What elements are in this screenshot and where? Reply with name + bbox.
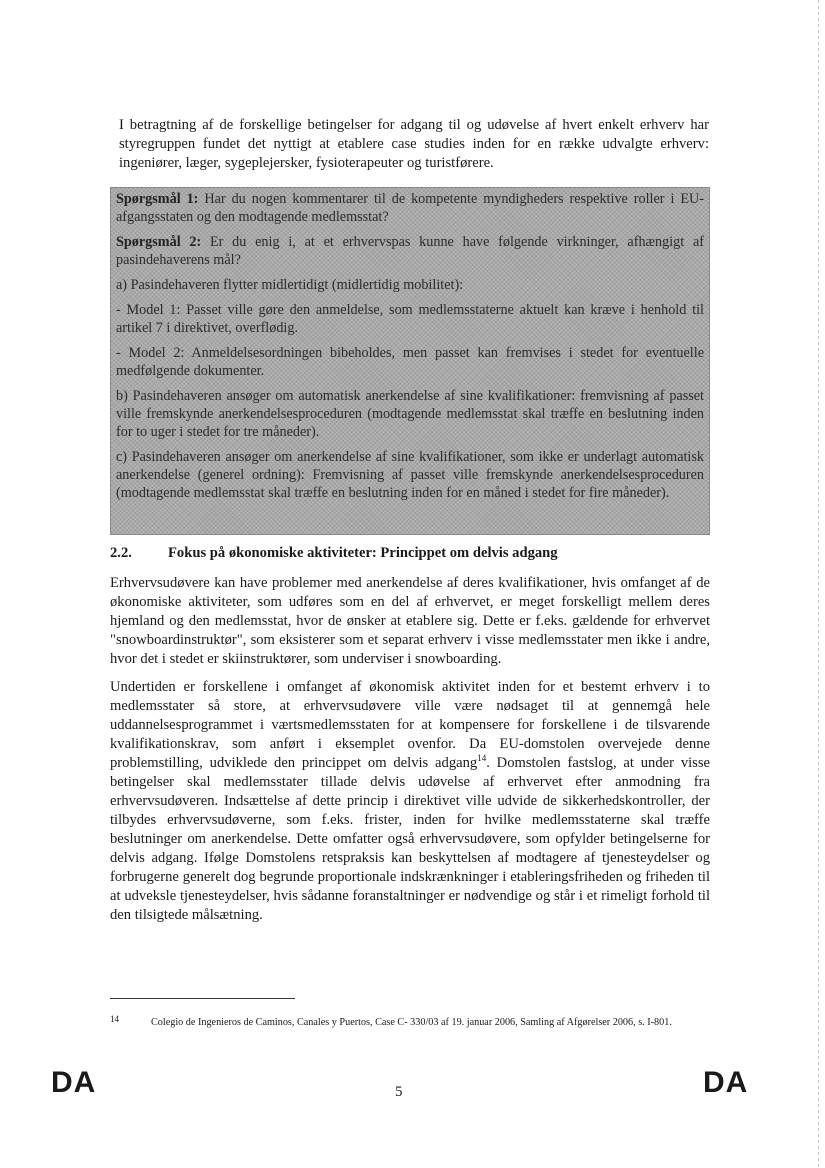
language-code-right: DA [703,1066,749,1099]
body-paragraph-2-part-1: Undertiden er forskellene i omfanget af økonomisk aktivitet inden for et bestemt erhverv i to medlemsstater så store, at erhvervsudøvere ville være nødsaget til at gennemgå hele uddannelsesprogrammet i værtsmedlemsstaten for at kompensere for forskellene i de tilsvarende kvalifikationskrav, som anført i eksemplet ovenfor. Da EU-domstolen overvejede denne problemstilling, udviklede den princippet om delvis adgang [110,679,710,771]
section-body [110,574,710,934]
footnote-text: Colegio de Ingenieros de Caminos, Canales y Puertos, Case C- 330/03 af 19. januar 2006, Samling af Afgørelser 2006, s. I-801. [151,1017,672,1028]
option-a-model-2: - Model 2: Anmeldelsesordningen bibeholdes, men passet kan fremvises i stedet for eventuelle medfølgende dokumenter. [116,345,704,379]
footnote [110,1016,710,1030]
question-1-text: Har du nogen kommentarer til de kompetente myndigheders respektive roller i EU-afgangsstaten og den modtagende medlemsstat? [116,191,704,225]
question-2 [116,233,704,269]
footnote-mark: 14 [110,1014,119,1024]
footnote-reference[interactable]: 14 [477,753,487,764]
body-paragraph-1: Erhvervsudøvere kan have problemer med anerkendelse af deres kvalifikationer, hvis omfanget af de økonomiske aktiviteter, som udføres som en del af erhvervet, er meget forskelligt mellem deres hjemland og den medlemsstat, hvor de ønsker at etablere sig. Dette er f.eks. gældende for erhvervet "snowboardinstruktør", som eksisterer som et separat erhverv i visse medlemsstater men ikke i andre, hvor det i stedet er skiinstruktører, som underviser i snowboarding. [110,575,710,667]
section-number: 2.2. [110,545,132,561]
language-code-left: DA [51,1066,97,1099]
option-a: a) Pasindehaveren flytter midlertidigt (midlertidig mobilitet): [116,277,464,293]
question-1-label: Spørgsmål 1: [116,191,199,207]
footnote-separator [110,998,295,999]
option-c: c) Pasindehaveren ansøger om anerkendelse af sine kvalifikationer, som ikke er underlagt automatisk anerkendelse (generel ordning): Fremvisning af passet ville fremskynde anerkendelsesproceduren (modtagende medlemsstat skal træffe en beslutning inden for en måned i stedet for fire måneder). [116,449,704,501]
section-heading [110,545,710,562]
intro-paragraph: I betragtning af de forskellige betingelser for adgang til og udøvelse af hvert enkelt erhverv har styregruppen fundet det nyttigt at etablere case studies inden for en række udvalgte erhverv: ingeniører, læger, sygeplejersker, fysioterapeuter og turistførere. [119,117,709,171]
scan-edge-line [818,0,819,1168]
question-2-label: Spørgsmål 2: [116,234,202,250]
question-1 [116,190,704,226]
question-2-text: Er du enig i, at et erhvervspas kunne have følgende virkninger, afhængigt af pasindehaverens mål? [116,234,704,268]
section-title: Fokus på økonomiske aktiviteter: Princippet om delvis adgang [168,545,558,561]
consultation-questions-box [110,187,710,535]
option-b: b) Pasindehaveren ansøger om automatisk anerkendelse af sine kvalifikationer: fremvisning af passet ville fremskynde anerkendelsesproceduren (modtagende medlemsstat skal træffe en beslutning inden for to uger i stedet for tre måneder). [116,388,704,440]
option-a-model-1: - Model 1: Passet ville gøre den anmeldelse, som medlemsstaterne aktuelt kan kræve i henhold til artikel 7 i direktivet, overflødig. [116,302,704,336]
body-paragraph-2-part-2: . Domstolen fastslog, at under visse betingelser skal medlemsstater tillade delvis udøvelse af erhvervet efter anmodning fra erhvervsudøveren. Indsættelse af dette princip i direktivet ville udvide de sikkerhedskontroller, der tilbydes erhvervsudøverne, som f.eks. frister, inden for hvilke medlemsstaterne skal træffe beslutninger om anerkendelse. Dette omfatter også erhvervsudøvere, som opfylder betingelserne for delvis adgang. Ifølge Domstolens retspraksis kan beskyttelsen af modtagere af tjenesteydelser og forbrugerne generelt dog begrunde proportionale indskrænkninger i etableringsfriheden og friheden til at udveksle tjenesteydelser, hvis sådanne foranstaltninger er nødvendige og står i et rimeligt forhold til den tilsigtede målsætning. [110,755,711,923]
page-number: 5 [395,1084,403,1100]
body-paragraph-2 [110,678,710,925]
